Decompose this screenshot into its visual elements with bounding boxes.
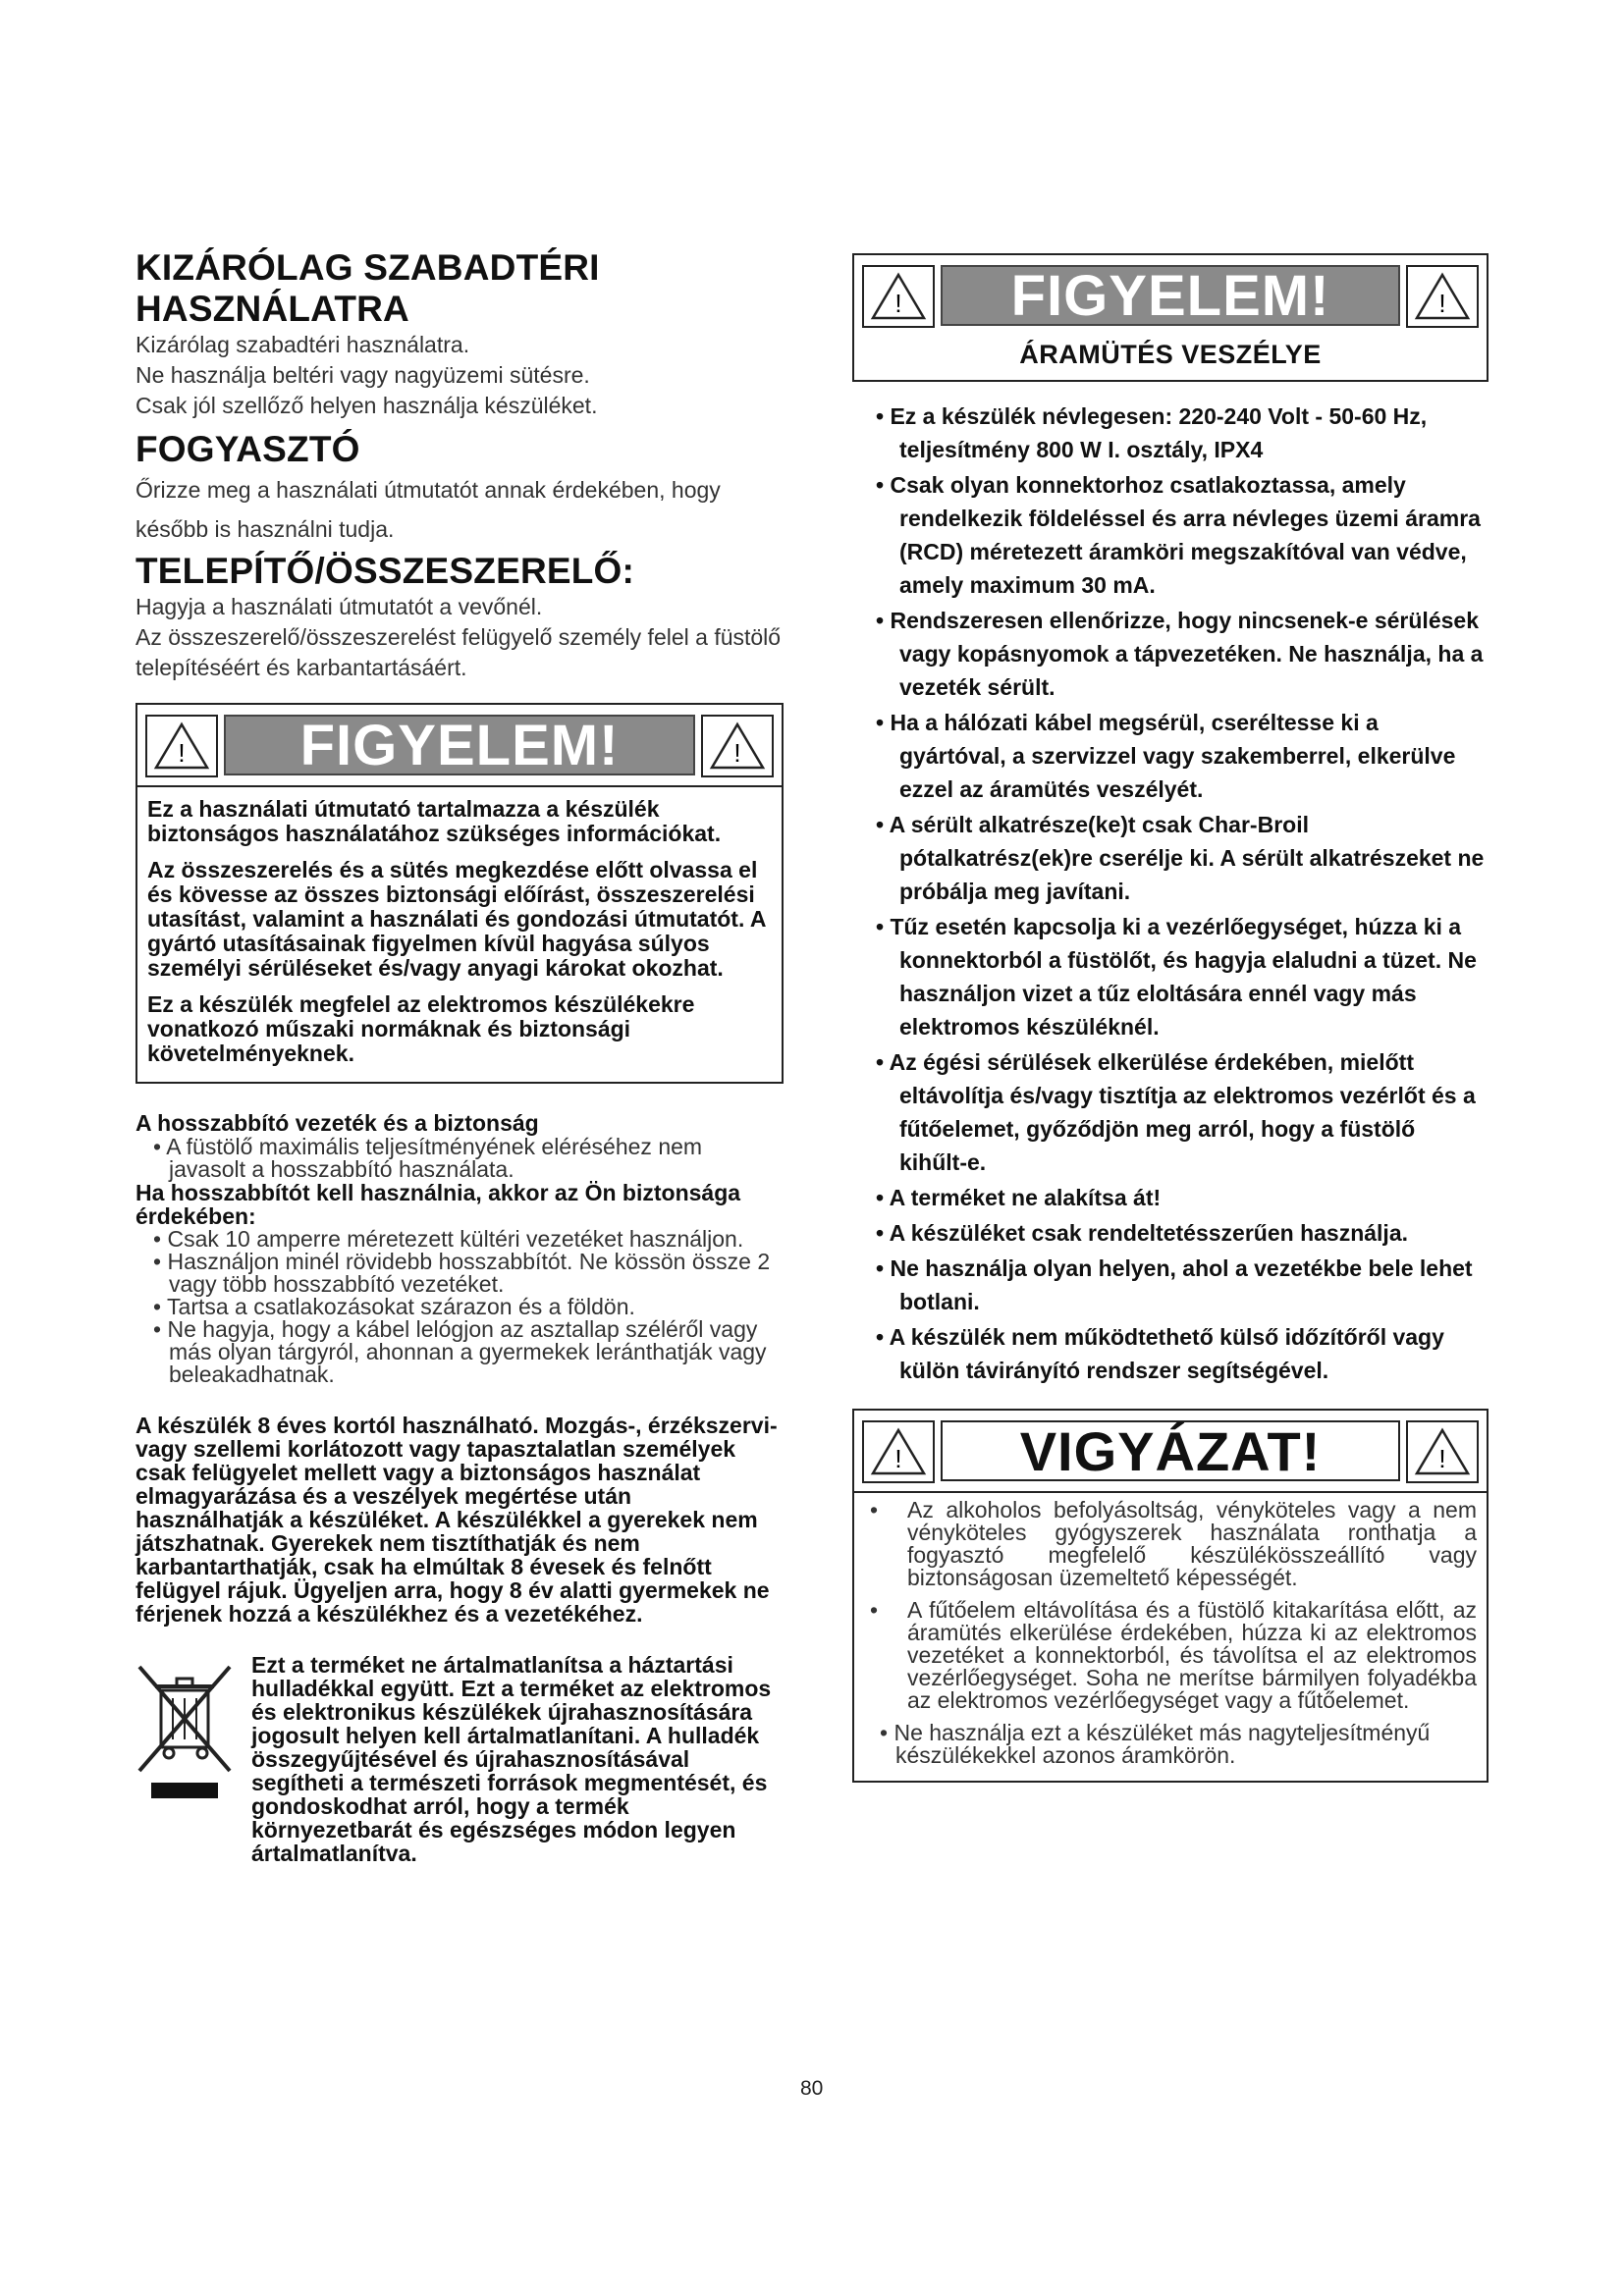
warning-title: FIGYELEM! (224, 715, 695, 775)
caution-item-text: A fűtőelem eltávolítása és a füstölő kitakarítása előtt, az áramütés elkerülése érdekében, húzza ki az elektromos vezetéket a konnektorból, és távolítsa el az elektromos vezérlőegységet. Soha ne merítse bármilyen folyadékba az elektromos vezérlőegységet vagy a fűtőelemet. (907, 1597, 1477, 1713)
list-item: • Ne hagyja, hogy a kábel lelógjon az asztallap széléről vagy más olyan tárgyról, ahonnan a gyermekek leránthatják vagy beleakadhatnak. (135, 1318, 784, 1386)
caution-item: • Az alkoholos befolyásoltság, vényköteles vagy a nem vényköteles gyógyszerek használata ronthatja a fogyasztó megfelelő készülékösszeállító vagy biztonságosan üzemeltető képességét. (870, 1497, 1477, 1590)
list-item: • Ez a készülék névlegesen: 220-240 Volt - 50-60 Hz, teljesítmény 800 W I. osztály, IPX4 (852, 400, 1489, 466)
outdoor-line-2: Ne használja beltéri vagy nagyüzemi sütésre. (135, 362, 590, 388)
svg-text:!: ! (894, 1444, 902, 1473)
weee-section (135, 1653, 784, 1865)
electric-shock-subtitle: ÁRAMÜTÉS VESZÉLYE (1019, 340, 1322, 369)
warning-triangle-icon (701, 715, 774, 777)
list-item: • A készüléket csak rendeltetésszerűen használja. (852, 1216, 1489, 1250)
list-item: • Ne használja olyan helyen, ahol a vezetékbe bele lehet botlani. (852, 1252, 1489, 1318)
warning-triangle-icon (1406, 1420, 1479, 1483)
installer-heading: TELEPÍTŐ/ÖSSZESZERELŐ: (135, 551, 635, 591)
list-item: • Csak olyan konnektorhoz csatlakoztassa, amely rendelkezik földeléssel és arra névleges üzemi áramra (RCD) méretezett áramköri megszakítóval van védve, amely maximum 30 mA. (852, 468, 1489, 602)
consumer-heading: FOGYASZTÓ (135, 429, 360, 469)
weee-disposal-text: Ezt a terméket ne ártalmatlanítsa a háztartási hulladékkal együtt. Ezt a terméket az elektromos és elektronikus készülékek újrahasznosítására jogosult helyen kell ártalmatlanítani. A hulladék összegyűjtésével és újrahasznosításával segítheti a természeti források megmentését, és gondoskodhat arról, hogy a termék környezetbarát és egészséges módon legyen ártalmatlanítva. (251, 1652, 772, 1866)
caution-banner (862, 1420, 1479, 1481)
warning-paragraph-3: Ez a készülék megfelel az elektromos készülékekre vonatkozó műszaki normáknak és biztonsági követelményeknek. (147, 991, 695, 1066)
caution-item-text: Az alkoholos befolyásoltság, vényköteles vagy a nem vényköteles gyógyszerek használata ronthatja a fogyasztó megfelelő készülékösszeállító vagy biztonságosan üzemeltető képességét. (907, 1497, 1477, 1590)
list-item: • Csak 10 amperre méretezett kültéri vezetéket használjon. (135, 1228, 784, 1251)
age-restriction-text: A készülék 8 éves kortól használható. Mozgás-, érzékszervi- vagy szellemi korlátozott vagy tapasztalatlan személyek csak felügyelet mellett vagy a biztonságos használat elmagyarázása és a veszélyek megértése után használhatják a készüléket. A készülékkel a gyerekek nem játszhatnak. Gyerekek nem tisztíthatják és nem karbantarthatják, csak ha elmúltak 8 évesek és felnőtt felügyel rájuk. Ügyeljen arra, hogy 8 év alatti gyermekek ne férjenek hozzá a készülékhez és a vezetékéhez. (135, 1413, 778, 1627)
caution-title: VIGYÁZAT! (941, 1420, 1400, 1481)
warning-triangle-icon (1406, 265, 1479, 328)
outdoor-line-1: Kizárólag szabadtéri használatra. (135, 332, 470, 357)
warning-box (135, 703, 784, 1084)
svg-text:!: ! (733, 738, 741, 768)
list-item: • A készülék nem működtethető külső időzítőről vagy külön távirányító rendszer segítségével. (852, 1320, 1489, 1387)
svg-text:!: ! (178, 738, 186, 768)
svg-text:!: ! (894, 289, 902, 318)
left-column (135, 247, 784, 1865)
warning-paragraph-2: Az összeszerelés és a sütés megkezdése előtt olvassa el és kövesse az összes biztonsági előírást, összeszerelési utasítást, valamint a használati és gondozási útmutatót. A gyártó utasításainak figyelmen kívül hagyása súlyos személyi sérüléseket és/vagy anyagi károkat okozhat. (147, 857, 766, 981)
warning-triangle-icon (862, 1420, 935, 1483)
warning-triangle-icon (145, 715, 218, 777)
warning-triangle-icon (862, 265, 935, 328)
outdoor-use-heading: KIZÁRÓLAG SZABADTÉRI HASZNÁLATRA (135, 247, 600, 329)
svg-text:!: ! (1438, 289, 1446, 318)
extension-cord-heading: A hosszabbító vezeték és a biztonság (135, 1110, 539, 1136)
svg-text:!: ! (1438, 1444, 1446, 1473)
installer-line-2: Az összeszerelő/összeszerelést felügyelő személy felel a füstölő telepítéséért és karbantartásáért. (135, 624, 782, 680)
outdoor-line-3: Csak jól szellőző helyen használja készüléket. (135, 393, 598, 418)
list-item: • Tűz esetén kapcsolja ki a vezérlőegységet, húzza ki a konnektorból a füstölőt, és hagyja elaludni a tüzet. Ne használjon vizet a tűz eloltására ennél vagy más elektromos készüléknél. (852, 910, 1489, 1043)
list-item: • Ha a hálózati kábel megsérül, cseréltesse ki a gyártóval, a szervizzel vagy szakemberrel, elkerülve ezzel az áramütés veszélyét. (852, 706, 1489, 806)
list-item: • A sérült alkatrésze(ke)t csak Char-Broil pótalkatrész(ek)re cserélje ki. A sérült alkatrészeket ne próbálja meg javítani. (852, 808, 1489, 908)
list-item: • Az égési sérülések elkerülése érdekében, mielőtt eltávolítja és/vagy tisztítja az elektromos vezérlőt és a fűtőelemet, győződjön meg arról, hogy a füstölő kihűlt-e. (852, 1045, 1489, 1179)
warning-banner (862, 265, 1479, 326)
installer-line-1: Hagyja a használati útmutatót a vevőnél. (135, 594, 543, 619)
page-number: 80 (800, 2077, 824, 2100)
caution-box (852, 1409, 1489, 1783)
right-column (852, 247, 1489, 1783)
electric-shock-warning-box (852, 253, 1489, 382)
list-item: • Használjon minél rövidebb hosszabbítót. Ne kössön össze 2 vagy több hosszabbító vezetéket. (135, 1251, 784, 1296)
list-item: • Tartsa a csatlakozásokat szárazon és a földön. (135, 1296, 784, 1318)
caution-item: • A fűtőelem eltávolítása és a füstölő kitakarítása előtt, az áramütés elkerülése érdekében, húzza ki az elektromos vezetéket a konnektorból, és távolítsa el az elektromos vezérlőegységet. Soha ne merítse bármilyen folyadékba az elektromos vezérlőegységet vagy a fűtőelemet. (870, 1597, 1477, 1713)
list-item: • A füstölő maximális teljesítményének eléréséhez nem javasolt a hosszabbító használata. (135, 1136, 784, 1181)
crossed-out-bin-icon (135, 1653, 244, 1865)
list-item: • A terméket ne alakítsa át! (852, 1181, 1489, 1214)
warning-paragraph-1: Ez a használati útmutató tartalmazza a készülék biztonságos használatához szükséges információkat. (147, 796, 722, 846)
caution-item: • Ne használja ezt a készüléket más nagyteljesítményű készülékekkel azonos áramkörön. (862, 1722, 1479, 1767)
electrical-safety-list (852, 400, 1489, 1387)
extension-cord-note: Ha hosszabbítót kell használnia, akkor az Ön biztonsága érdekében: (135, 1180, 741, 1229)
consumer-text: Őrizze meg a használati útmutatót annak érdekében, hogy később is használni tudja. (135, 477, 721, 542)
warning-banner (145, 715, 774, 775)
list-item: • Rendszeresen ellenőrizze, hogy nincsenek-e sérülések vagy kopásnyomok a tápvezetéken. Ne használja, ha a vezeték sérült. (852, 604, 1489, 704)
warning-title: FIGYELEM! (941, 265, 1400, 326)
